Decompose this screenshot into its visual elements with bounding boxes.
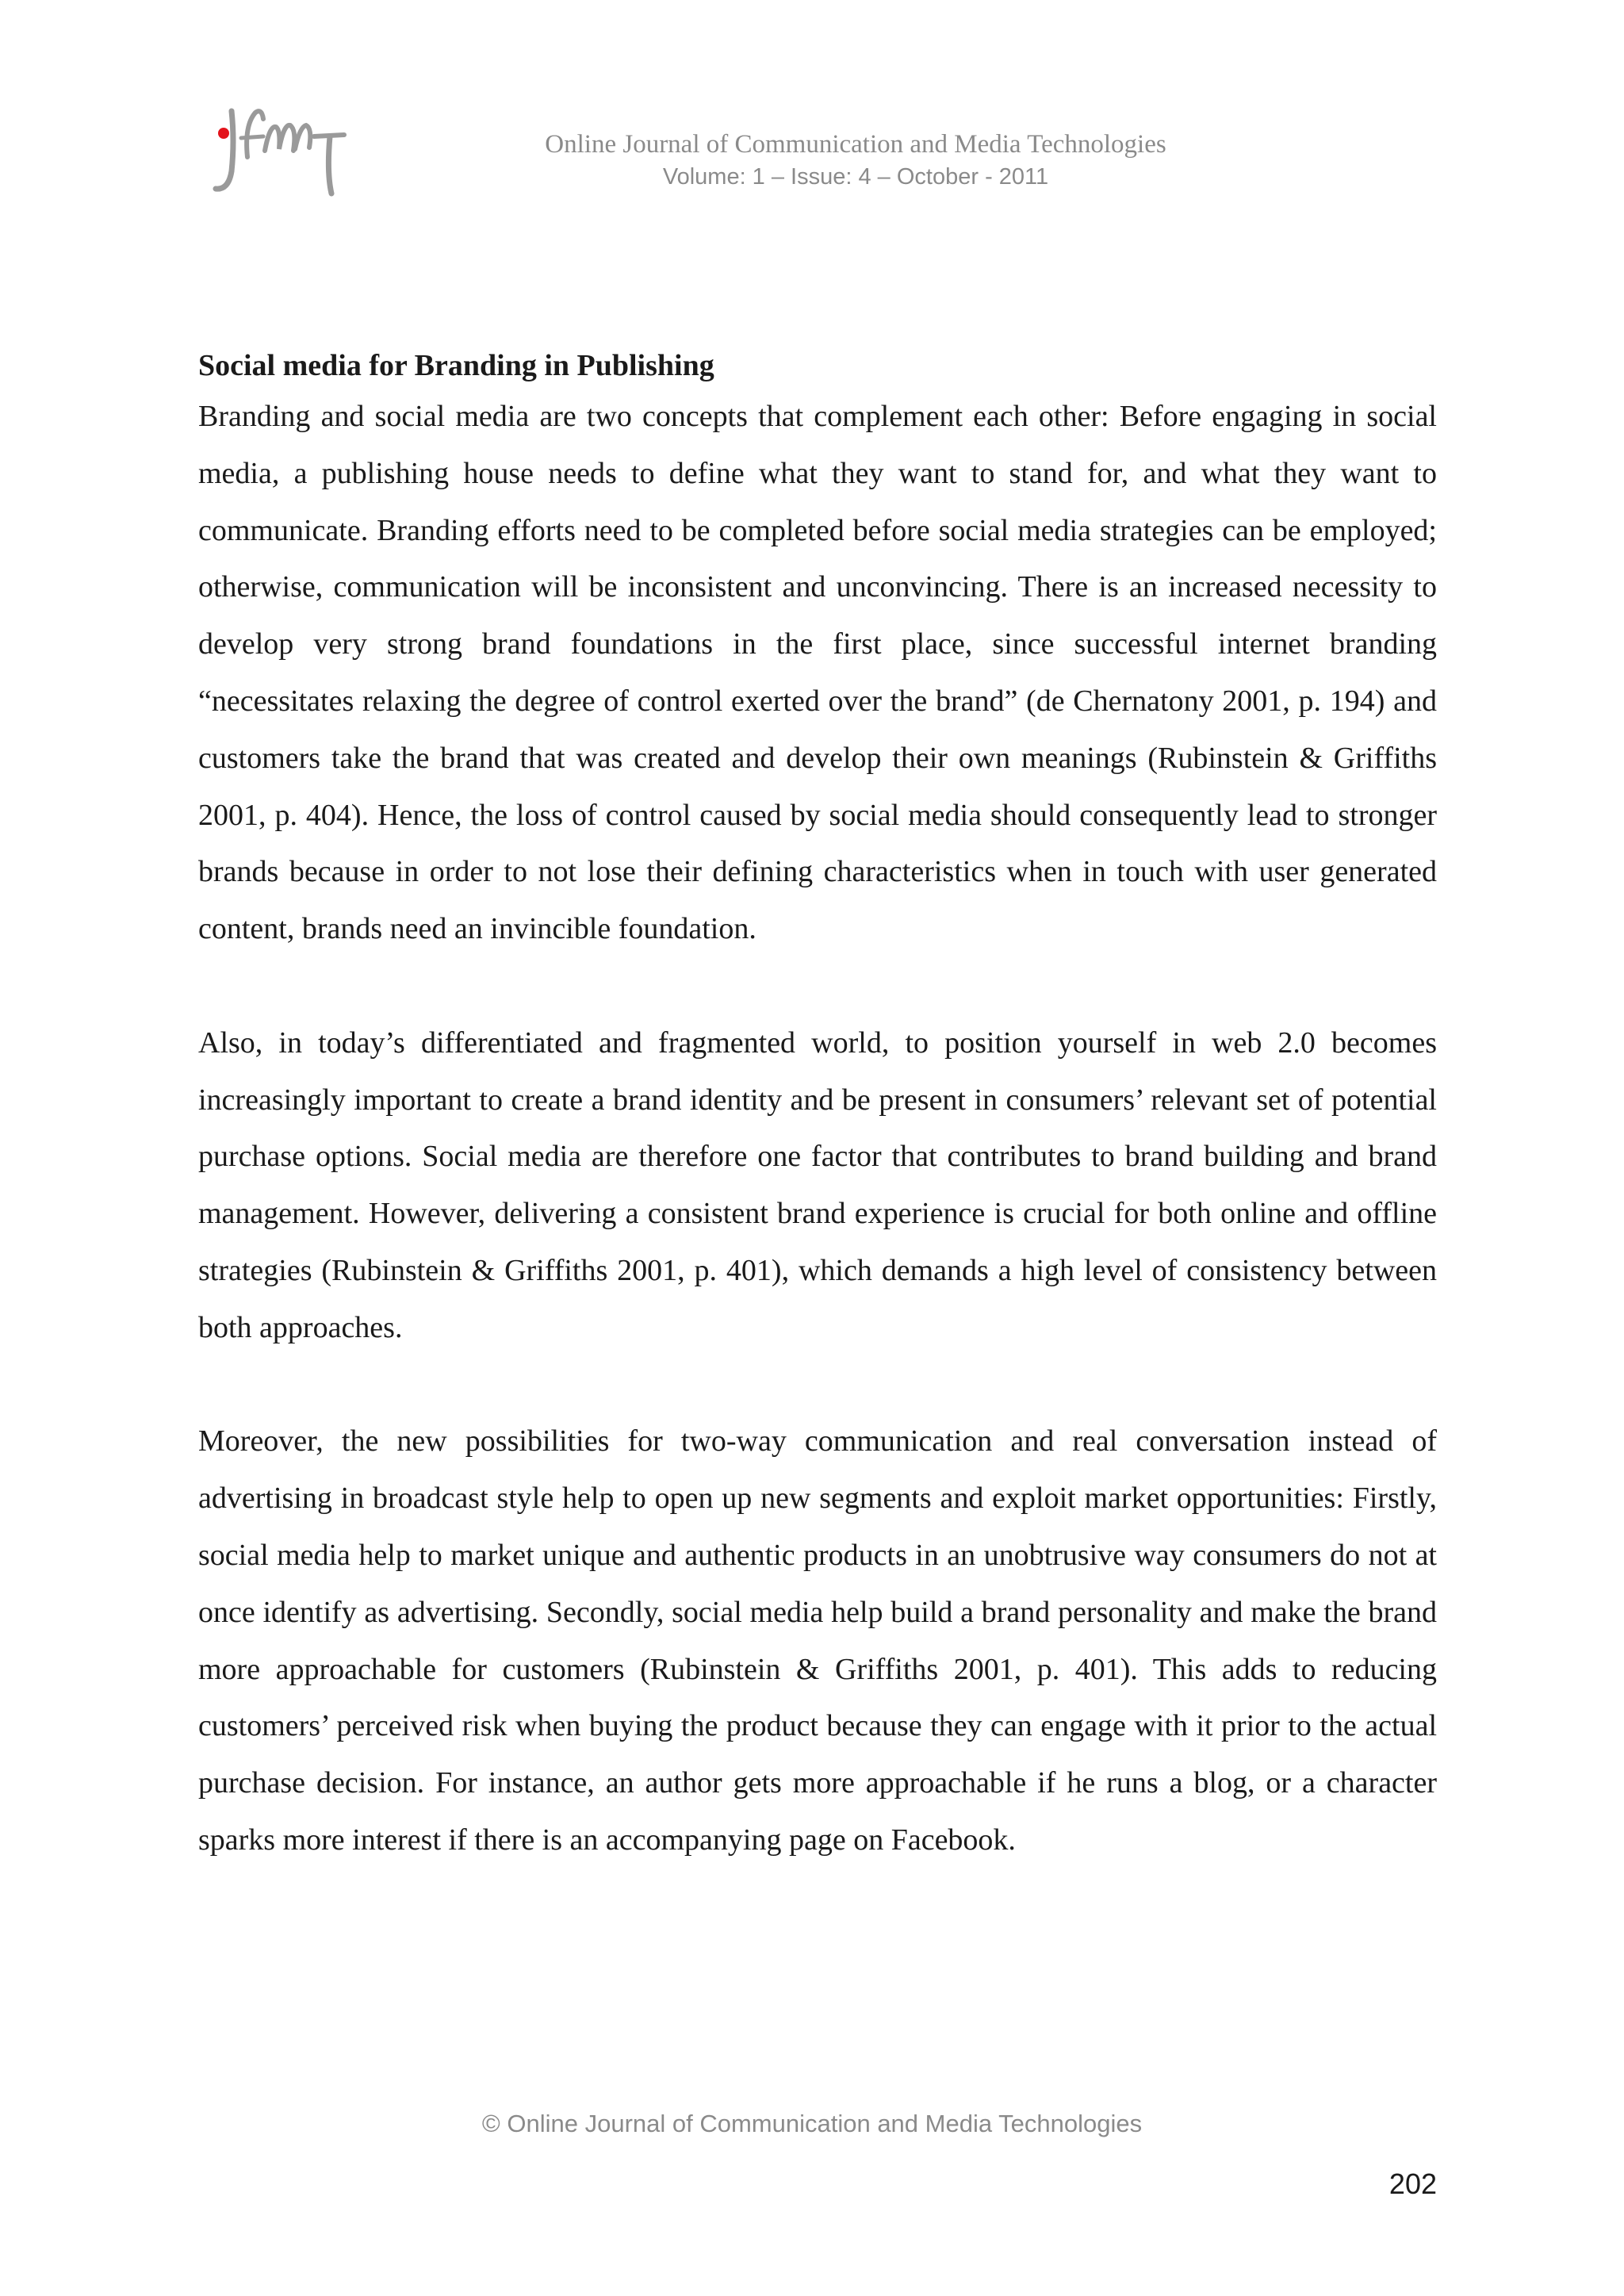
article-body xyxy=(198,343,1437,1869)
paragraph-1: Branding and social media are two concepts that complement each other: Before engaging in social media, a publishing house needs to define what they want to stand for, and what they want to communicate. Branding efforts need to be completed before social media strategies can be employed; otherwise, communication will be inconsistent and unconvincing. There is an increased necessity to develop very strong brand foundations in the first place, since successful internet branding “necessitates relaxing the degree of control exerted over the brand” (de Chernatony 2001, p. 194) and customers take the brand that was created and develop their own meanings (Rubinstein & Griffiths 2001, p. 404). Hence, the loss of control caused by social media should consequently lead to stronger brands because in order to not lose their defining characteristics when in touch with user generated content, brands need an invincible foundation. xyxy=(198,400,1437,946)
section-heading: Social media for Branding in Publishing xyxy=(198,349,714,382)
journal-title: Online Journal of Communication and Media Technologies xyxy=(545,130,1166,159)
paragraph-3: Moreover, the new possibilities for two-way communication and real conversation instead of advertising in broadcast style help to open up new segments and exploit market opportunities: Firstly, social media help to market unique and authentic products in an unobtrusive way consumers do not at once identify as advertising. Secondly, social media help build a brand personality and make the brand more approachable for customers (Rubinstein & Griffiths 2001, p. 401). This adds to reducing customers’ perceived risk when buying the product because they can engage with it prior to the actual purchase decision. For instance, an author gets more approachable if he runs a blog, or a character sparks more interest if there is an accompanying page on Facebook. xyxy=(198,1424,1437,1857)
issue-info: Volume: 1 – Issue: 4 – October - 2011 xyxy=(662,164,1049,190)
footer-copyright: © Online Journal of Communication and Media Technologies xyxy=(481,2110,1143,2137)
page-number: 202 xyxy=(1388,2168,1437,2200)
paragraph-2: Also, in today’s differentiated and fragmented world, to position yourself in web 2.0 becomes increasingly important to create a brand identity and be present in consumers’ relevant set of potential purchase options. Social media are therefore one factor that contributes to brand building and brand management. However, delivering a consistent brand experience is crucial for both online and offline strategies (Rubinstein & Griffiths 2001, p. 401), which demands a high level of consistency between both approaches. xyxy=(198,1025,1437,1344)
